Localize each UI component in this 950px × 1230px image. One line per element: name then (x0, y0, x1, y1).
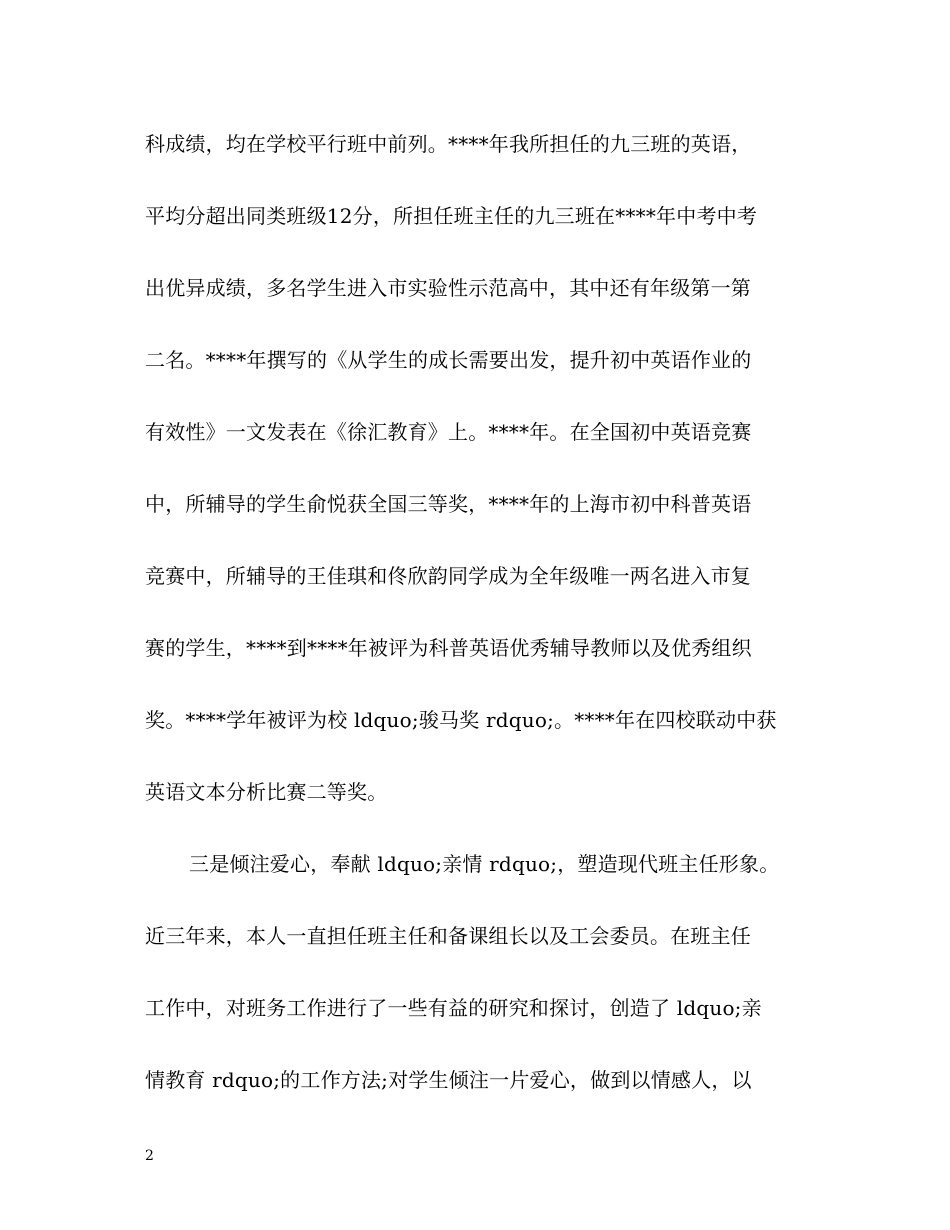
text-line: 近三年来，本人一直担任班主任和备课组长以及工会委员。在班主任 (145, 924, 751, 948)
paragraph-start-line: 三是倾注爱心，奉献 ldquo;亲情 rdquo;，塑造现代班主任形象。 (189, 852, 780, 876)
text-line: 二名。****年撰写的《从学生的成长需要出发，提升初中英语作业的 (145, 348, 752, 372)
text-line: 中，所辅导的学生俞悦获全国三等奖，****年的上海市初中科普英语 (145, 492, 752, 516)
text-line: 科成绩，均在学校平行班中前列。****年我所担任的九三班的英语， (145, 132, 752, 156)
text-line: 英语文本分析比赛二等奖。 (145, 780, 388, 804)
text-line: 奖。****学年被评为校 ldquo;骏马奖 rdquo;。****年在四校联动中获 (145, 708, 777, 732)
text-line: 工作中，对班务工作进行了一些有益的研究和探讨，创造了 ldquo;亲 (145, 996, 762, 1020)
text-line: 情教育 rdquo;的工作方法;对学生倾注一片爱心，做到以情感人，以 (145, 1068, 752, 1092)
text-line: 有效性》一文发表在《徐汇教育》上。****年。在全国初中英语竞赛 (145, 420, 752, 444)
text-line: 平均分超出同类班级12分，所担任班主任的九三班在****年中考中考 (145, 204, 758, 228)
text-line: 赛的学生，****到****年被评为科普英语优秀辅导教师以及优秀组织 (145, 636, 752, 660)
text-line: 竞赛中，所辅导的王佳琪和佟欣韵同学成为全年级唯一两名进入市复 (145, 564, 751, 588)
body-text (145, 124, 815, 1132)
text-line: 出优异成绩，多名学生进入市实验性示范高中，其中还有年级第一第 (145, 276, 751, 300)
page-number: 2 (145, 1148, 154, 1164)
